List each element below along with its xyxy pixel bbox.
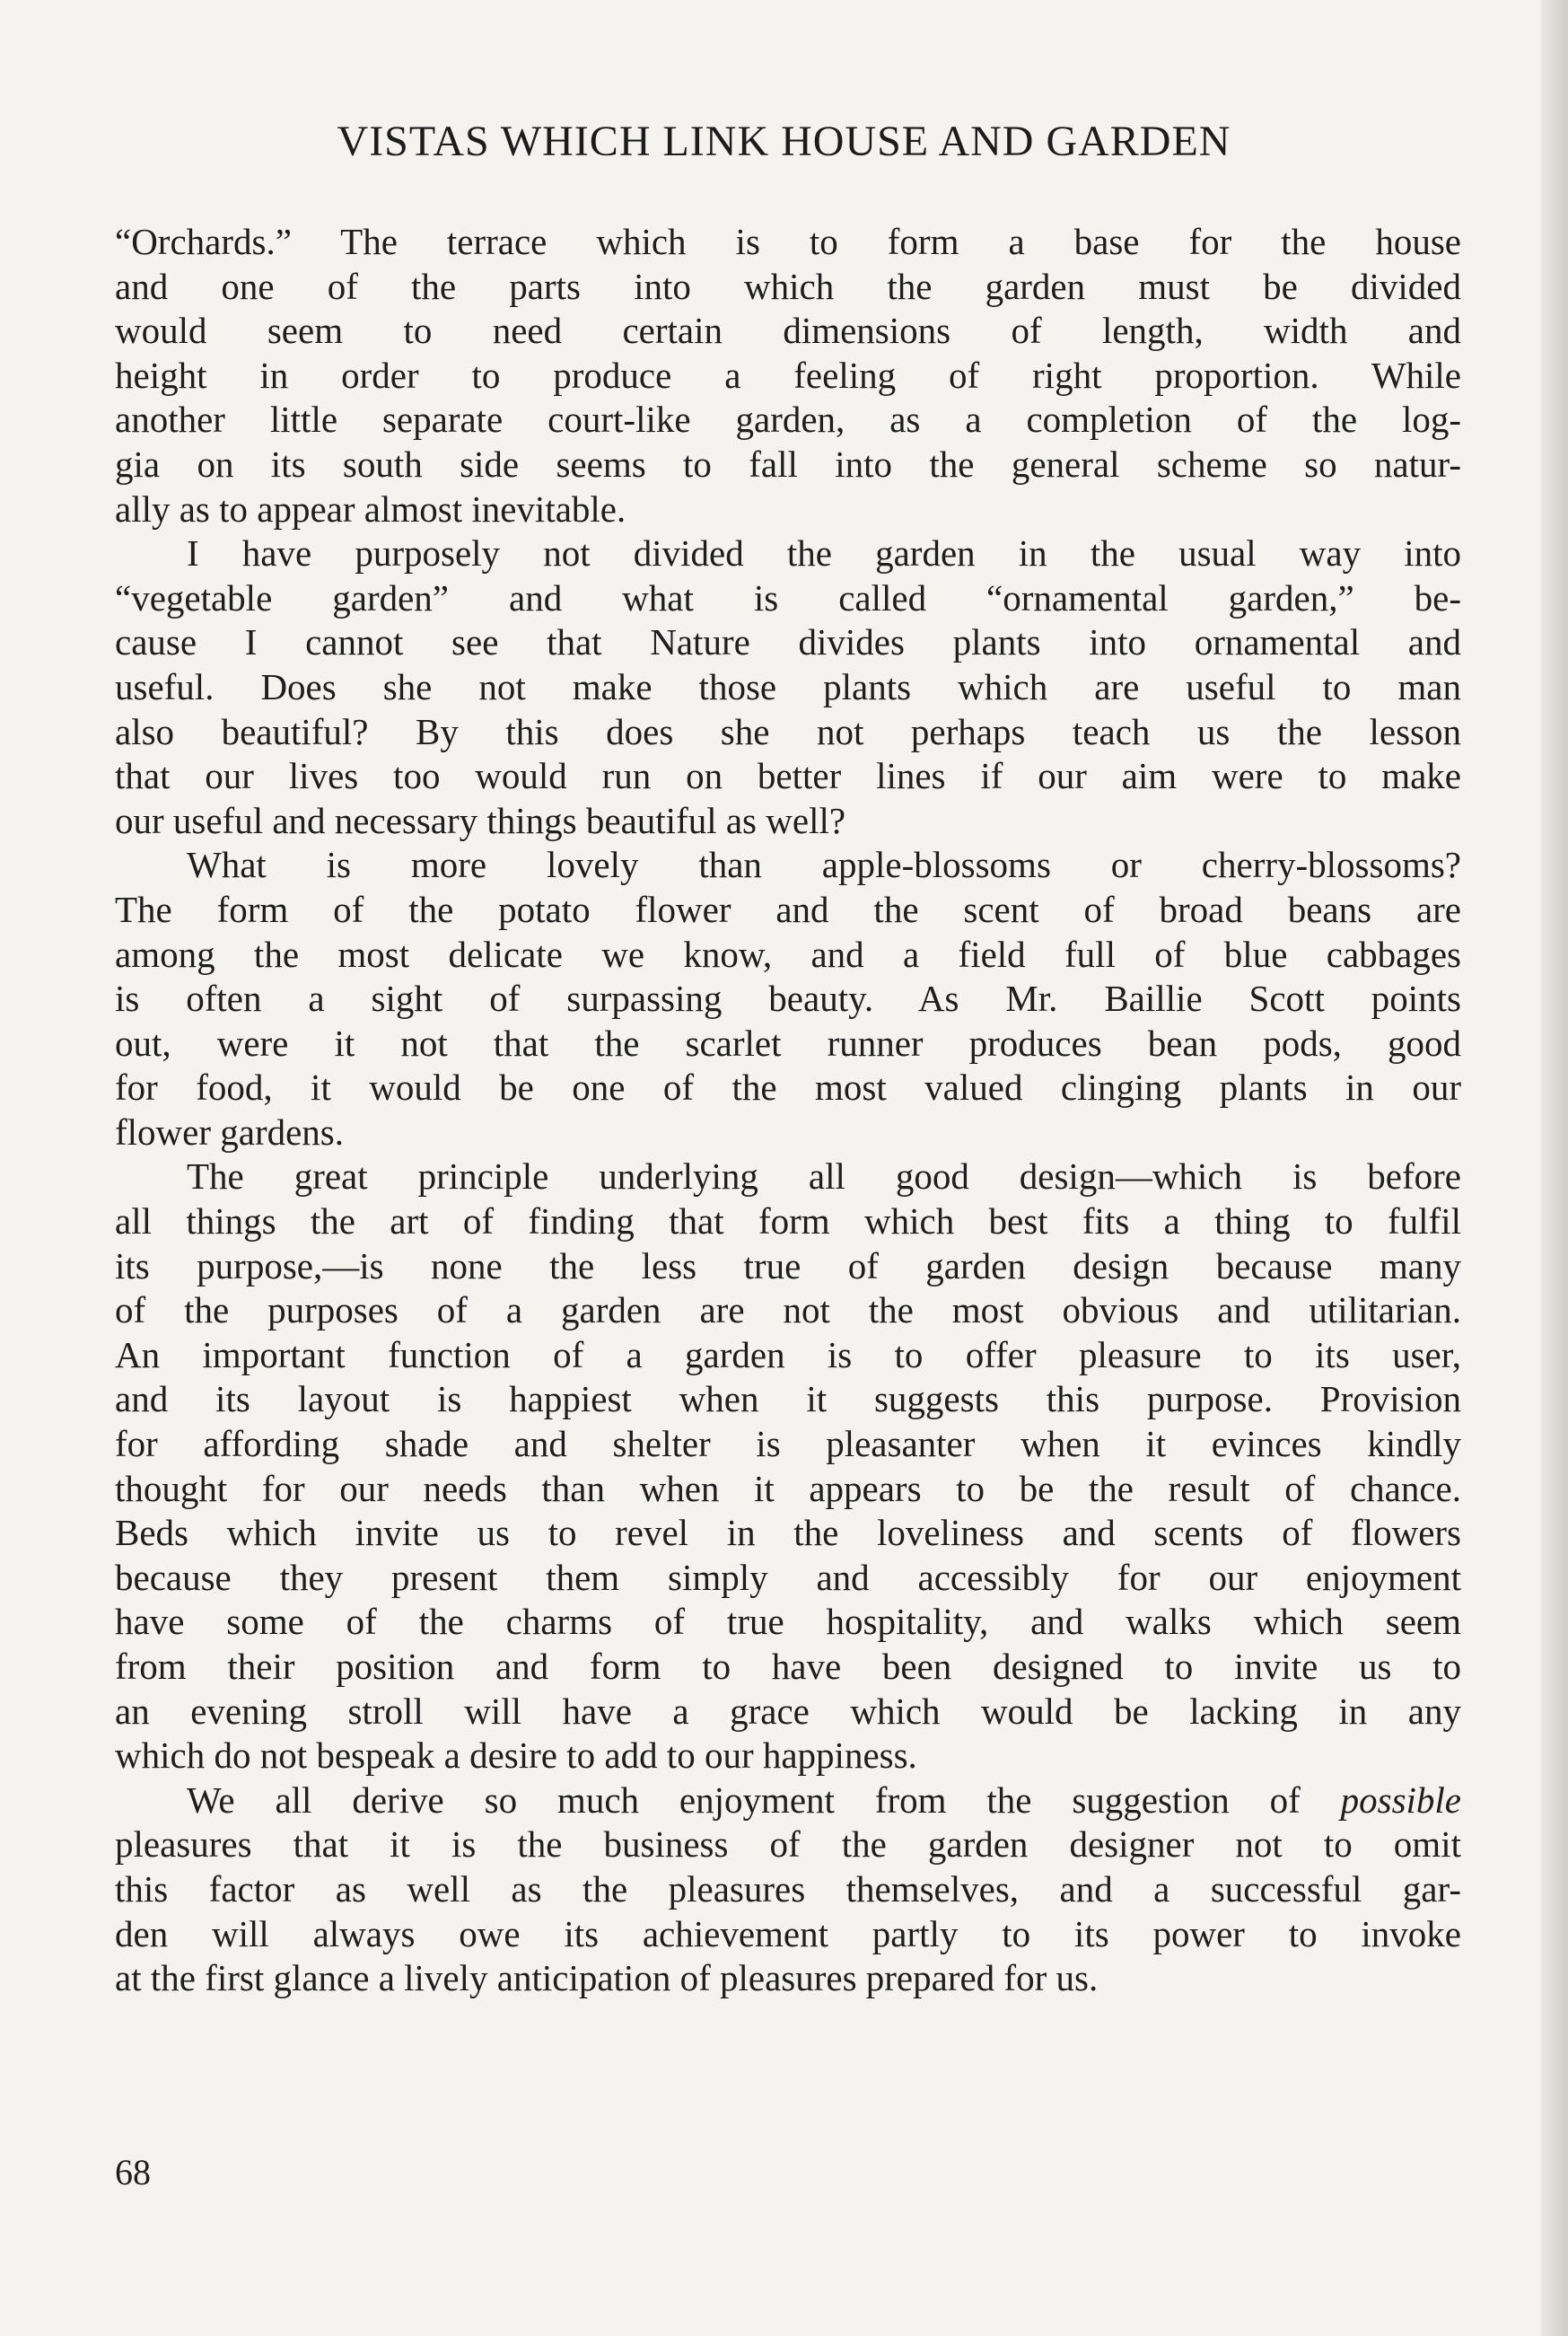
text-line: among the most delicate we know, and a field full of blue cabbages <box>115 933 1461 975</box>
text-line: would seem to need certain dimensions of length, width and <box>115 310 1461 352</box>
text-line: because they present them simply and accessibly for our enjoyment <box>115 1556 1461 1598</box>
text-line: thought for our needs than when it appears to be the result of chance. <box>115 1467 1461 1509</box>
text-line: and one of the parts into which the garden must be divided <box>115 265 1461 307</box>
page-gutter-shadow <box>1541 0 1568 2336</box>
text-line: ally as to appear almost inevitable. <box>115 487 626 530</box>
text-line: have some of the charms of true hospitality, and walks which seem <box>115 1601 1461 1643</box>
text-run: We all derive so much enjoyment from the suggestion of <box>187 1778 1301 1821</box>
body-text <box>115 220 1461 2001</box>
text-line: for food, it would be one of the most valued clinging plants in our <box>115 1067 1461 1109</box>
text-line: flower gardens. <box>115 1111 345 1153</box>
text-line: all things the art of finding that form which best fits a thing to fulfil <box>115 1200 1461 1243</box>
text-line: An important function of a garden is to offer pleasure to its user, <box>115 1333 1461 1375</box>
text-line: pleasures that it is the business of the garden designer not to omit <box>115 1823 1461 1866</box>
text-line-with-italic <box>115 1778 1461 1823</box>
text-line: is often a sight of surpassing beauty. As Mr. Baillie Scott points <box>115 978 1461 1020</box>
text-line: What is more lovely than apple-blossoms or cherry-blossoms? <box>187 844 1461 886</box>
text-line: The form of the potato flower and the scent of broad beans are <box>115 888 1461 930</box>
text-line: “vegetable garden” and what is called “ornamental garden,” be- <box>115 576 1461 619</box>
text-line: an evening stroll will have a grace which would be lacking in any <box>115 1690 1461 1732</box>
running-head: VISTAS WHICH LINK HOUSE AND GARDEN <box>337 118 1231 165</box>
text-line: at the first glance a lively anticipation of pleasures prepared for us. <box>115 1957 1099 1999</box>
text-line: from their position and form to have been designed to invite us to <box>115 1646 1461 1687</box>
text-line: gia on its south side seems to fall into the general scheme so natur- <box>115 443 1461 485</box>
text-line: Beds which invite us to revel in the loveliness and scents of flowers <box>115 1512 1461 1554</box>
text-line: height in order to produce a feeling of right proportion. While <box>115 354 1461 396</box>
text-line: our useful and necessary things beautiful as well? <box>115 799 846 841</box>
text-line: for affording shade and shelter is pleasanter when it evinces kindly <box>115 1423 1461 1465</box>
text-line: of the purposes of a garden are not the most obvious and utilitarian. <box>115 1289 1461 1331</box>
text-line: which do not bespeak a desire to add to our happiness. <box>115 1734 917 1777</box>
text-line: “Orchards.” The terrace which is to form a base for the house <box>115 221 1461 262</box>
text-line: den will always owe its achievement partly to its power to invoke <box>115 1912 1461 1954</box>
text-line: and its layout is happiest when it suggests this purpose. Provision <box>115 1378 1461 1420</box>
text-line: its purpose,—is none the less true of garden design because many <box>115 1244 1461 1287</box>
italic-word: possible <box>1340 1778 1461 1821</box>
text-line: useful. Does she not make those plants which are useful to man <box>115 665 1461 707</box>
page-number: 68 <box>115 2152 151 2192</box>
text-line: cause I cannot see that Nature divides plants into ornamental and <box>115 621 1461 663</box>
text-line: also beautiful? By this does she not perhaps teach us the lesson <box>115 710 1461 752</box>
text-line: out, were it not that the scarlet runner produces bean pods, good <box>115 1022 1461 1064</box>
text-line: another little separate court-like garden, as a completion of the log- <box>115 399 1461 441</box>
text-line: The great principle underlying all good design—which is before <box>187 1155 1461 1198</box>
text-line: this factor as well as the pleasures themselves, and a successful gar- <box>115 1867 1461 1910</box>
text-line: I have purposely not divided the garden in the usual way into <box>187 532 1461 575</box>
text-line: that our lives too would run on better lines if our aim were to make <box>115 755 1461 797</box>
